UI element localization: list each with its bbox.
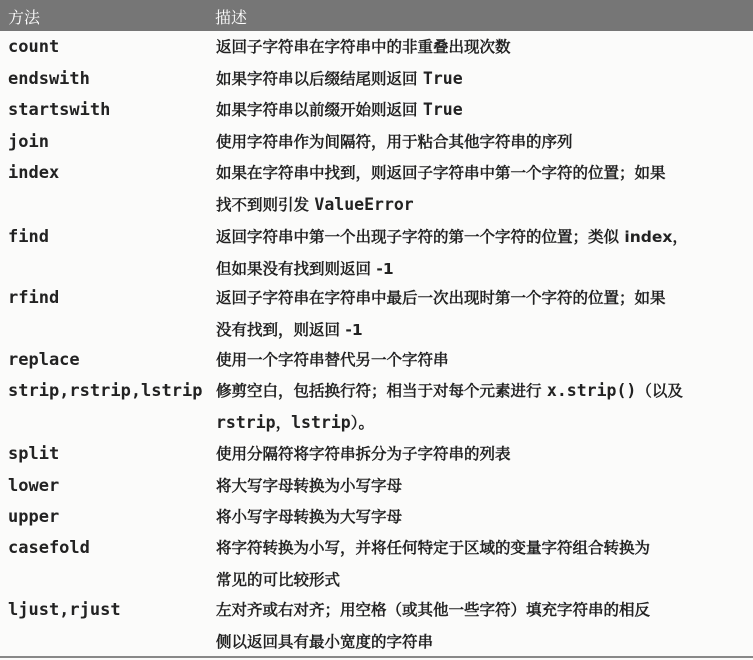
description-line: 使用一个字符串替代另一个字符串 (216, 351, 449, 369)
method-name: count (8, 37, 60, 57)
description-line: 如果在字符串中找到，则返回子字符串中第一个字符的位置；如果 (216, 164, 666, 182)
description-line (216, 380, 746, 402)
code-literal: True (422, 100, 463, 119)
method-name: find (8, 227, 49, 247)
method-description (216, 475, 746, 497)
description-text: 找不到则引发 (216, 196, 315, 214)
description-line: 常见的可比较形式 (216, 571, 341, 589)
method-description (216, 287, 746, 341)
description-text: ）。 (350, 414, 374, 432)
description-text: 如果字符串以前缀开始则返回 (216, 101, 423, 119)
description-line: 侧以返回具有最小宽度的字符串 (216, 633, 434, 651)
description-line (216, 412, 746, 434)
code-literal: ValueError (314, 195, 414, 214)
description-text: （以及 (636, 382, 683, 400)
description-line: 使用字符串作为间隔符，用于粘合其他字符串的序列 (216, 133, 573, 151)
table-header (0, 0, 753, 31)
description-line: 返回子字符串在字符串中的非重叠出现次数 (216, 38, 511, 56)
description-text: ， (275, 414, 292, 432)
description-line (216, 99, 746, 121)
method-name: upper (8, 507, 60, 527)
method-name: ljust,rjust (8, 600, 121, 620)
method-name: lower (8, 476, 60, 496)
code-literal: rstrip (216, 413, 276, 432)
description-line (216, 194, 746, 216)
description-line: 但如果没有找到则返回 -1 (216, 260, 394, 278)
method-description (216, 599, 746, 653)
method-description (216, 162, 746, 216)
description-line: 将大写字母转换为小写字母 (216, 477, 403, 495)
description-text: 如果字符串以后缀结尾则返回 (216, 70, 423, 88)
header-description: 描述 (215, 8, 248, 27)
code-literal: True (422, 69, 463, 88)
method-description (216, 226, 746, 280)
description-line: 将小写字母转换为大写字母 (216, 508, 403, 526)
code-literal: x.strip() (546, 381, 637, 400)
method-name: startswith (8, 100, 111, 120)
code-literal: lstrip (291, 413, 351, 432)
method-name: join (8, 132, 49, 152)
method-name: split (8, 444, 60, 464)
method-name: strip,rstrip,lstrip (8, 381, 203, 401)
method-name: replace (8, 350, 80, 370)
description-line (216, 68, 746, 90)
method-name: casefold (8, 538, 90, 558)
table-bottom-rule (0, 656, 753, 658)
method-description (216, 349, 746, 371)
method-name: rfind (8, 288, 60, 308)
description-line: 将字符转换为小写，并将任何特定于区域的变量字符组合转换为 (216, 539, 651, 557)
description-line: 左对齐或右对齐；用空格（或其他一些字符）填充字符串的相反 (216, 601, 651, 619)
description-line: 返回子字符串在字符串中最后一次出现时第一个字符的位置；如果 (216, 289, 666, 307)
description-line: 返回字符串中第一个出现子字符的第一个字符的位置；类似 index， (216, 228, 688, 246)
method-description (216, 131, 746, 153)
header-method: 方法 (8, 8, 41, 27)
method-description (216, 537, 746, 591)
description-line: 没有找到，则返回 -1 (216, 321, 363, 339)
method-description (216, 506, 746, 528)
method-description (216, 380, 746, 434)
method-description (216, 68, 746, 90)
method-name: endswith (8, 69, 90, 89)
method-description (216, 36, 746, 58)
description-text: 修剪空白，包括换行符；相当于对每个元素进行 (216, 382, 547, 400)
description-line: 使用分隔符将字符串拆分为子字符串的列表 (216, 445, 511, 463)
method-description (216, 443, 746, 465)
method-name: index (8, 163, 60, 183)
method-description (216, 99, 746, 121)
